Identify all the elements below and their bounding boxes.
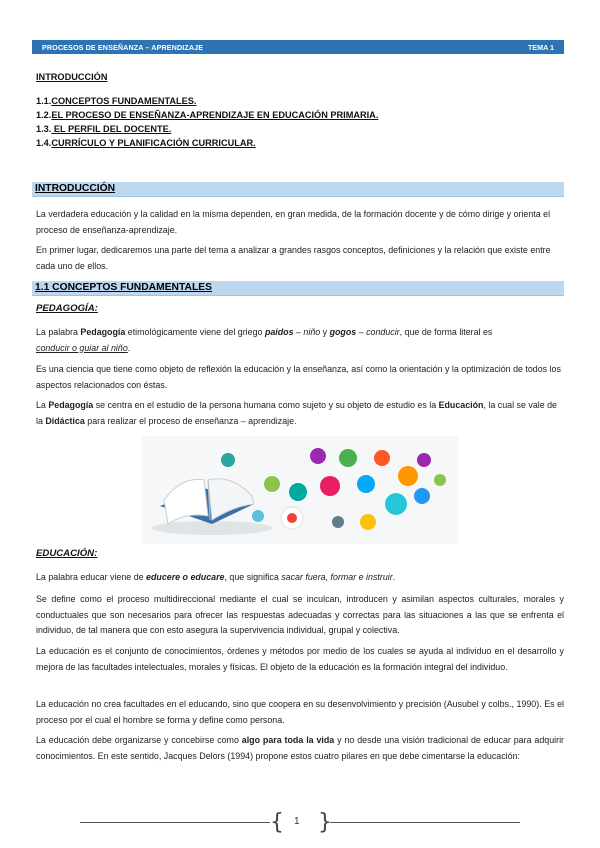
t-bold: Pedagogía [48,400,94,410]
subheading-pedagogia [36,303,98,314]
section-heading: INTRODUCCIÓN [35,183,116,194]
footer-rule-left [80,822,270,823]
toc-num: 1.2. [36,110,52,120]
toc-item-1[interactable] [36,96,196,106]
toc-label: CURRÍCULO Y PLANIFICACIÓN CURRICULAR. [51,138,256,148]
educacion-paragraph-4: La educación no crea facultades en el educando, sino que coopera en su desenvolvimiento y precisión (Ausubel y colbs., 1990). Es el proceso por el cual el hombre se forma y define como persona. [36,699,564,725]
t: . [392,572,396,582]
page-header [32,40,564,54]
t: etimológicamente viene del griego [125,327,265,337]
toc-num: 1.4. [36,138,52,148]
t-italic-underline: conducir o guiar al niño [36,342,128,353]
header-left: PROCESOS DE ENSEÑANZA – APRENDIZAJE [42,43,204,52]
t: La educación debe organizarse y concebirse como [36,735,242,745]
intro-paragraph-1: La verdadera educación y la calidad en la misma dependen, en gran medida, de la formación docente y de cómo dirige y orienta el proceso de enseñanza-aprendizaje. [36,209,551,235]
toc-item-2[interactable] [36,110,378,120]
educacion-paragraph-2: Se define como el proceso multidireccional mediante el cual se inculcan, introducen y asimilan aspectos culturales, morales y conductuales que son necesarios para ofrecer las respuestas adecuadas y correctas para las situaciones a las que se enfrenta el individuo, de tal manera que con esto asegura la supervivencia individual, grupal y colectiva. [36,594,564,635]
pedagogia-paragraph-1 [36,325,564,356]
toc-intro[interactable]: INTRODUCCIÓN [36,72,108,82]
section-band-1-1 [32,281,564,296]
t: – [356,327,367,337]
pedagogia-paragraph-2: Es una ciencia que tiene como objeto de reflexión la educación y la enseñanza, así como la orientación y la optimización de todos los aspectos relacionados con éstas. [36,364,561,390]
t: La palabra [36,327,81,337]
education-illustration [142,436,458,544]
brace-right-icon: } [318,810,332,835]
t: . [127,342,131,353]
subheading-educacion [36,548,97,559]
educacion-paragraph-1 [36,570,564,586]
t-bold: Educación [438,400,484,410]
toc-num: 1.1. [36,96,52,106]
t-bold-italic: gogos [329,327,357,337]
t: La [36,400,49,410]
book-icons-illustration [142,436,458,544]
subheading-colon: : [94,548,98,559]
intro-paragraph-2: En primer lugar, dedicaremos una parte del tema a analizar a grandes rasgos conceptos, definiciones y la relación que existe entre cada uno de ellos. [36,245,551,271]
educacion-paragraph-3: La educación es el conjunto de conocimientos, órdenes y métodos por medio de los cuales se ayuda al individuo en el desarrollo y mejora de las facultades intelectuales, morales y físicas. El objeto de la educación es la formación integral del individuo. [36,646,564,672]
page-footer [0,808,600,836]
toc-label: EL PROCESO DE ENSEÑANZA-APRENDIZAJE EN EDUCACIÓN PRIMARIA. [51,110,379,120]
footer-rule-right [330,822,520,823]
toc-label: CONCEPTOS FUNDAMENTALES. [51,96,197,106]
t-bold-italic: educere o educare [146,572,225,582]
t: y no desde una visión tradicional de educar para adquirir conocimientos. En este sentido, Jacques Delors (1994) propone estos cuatro pilares en que debe cimentarse la educación: [36,735,565,761]
t-bold-italic: paidos [264,327,294,337]
toc-item-3[interactable] [36,124,171,134]
t: para realizar el proceso de enseñanza – aprendizaje. [84,415,297,426]
header-right: TEMA 1 [527,43,554,52]
toc-label: EL PERFIL DEL DOCENTE. [51,124,172,134]
t: , la cual se vale de la [36,400,557,426]
t: y [320,327,330,337]
page-number: 1 [294,816,300,827]
toc-num: 1.3. [36,124,52,134]
t-italic: niño [303,327,321,337]
t-bold: Didáctica [45,415,85,426]
section-band-intro [32,182,564,197]
t: , que de forma literal es [399,327,493,337]
t: , que significa [224,572,282,582]
section-heading: 1.1 CONCEPTOS FUNDAMENTALES [35,282,212,293]
t-italic: sacar fuera, formar e instruir [281,572,393,582]
subheading-text: EDUCACIÓN [36,548,95,559]
t-italic: conducir [366,327,400,337]
brace-left-icon: { [270,810,284,835]
t: se centra en el estudio de la persona humana como sujeto y su objeto de estudio es la [93,400,439,410]
t: – [293,327,304,337]
toc-item-4[interactable] [36,138,256,148]
t-bold: Pedagogía [80,327,126,337]
subheading-text: PEDAGOGÍA [36,303,95,314]
t: La palabra educar viene de [36,572,147,582]
educacion-paragraph-5 [36,733,564,764]
subheading-colon: : [94,303,98,314]
t-bold: algo para toda la vida [241,735,335,745]
pedagogia-paragraph-3 [36,398,564,429]
